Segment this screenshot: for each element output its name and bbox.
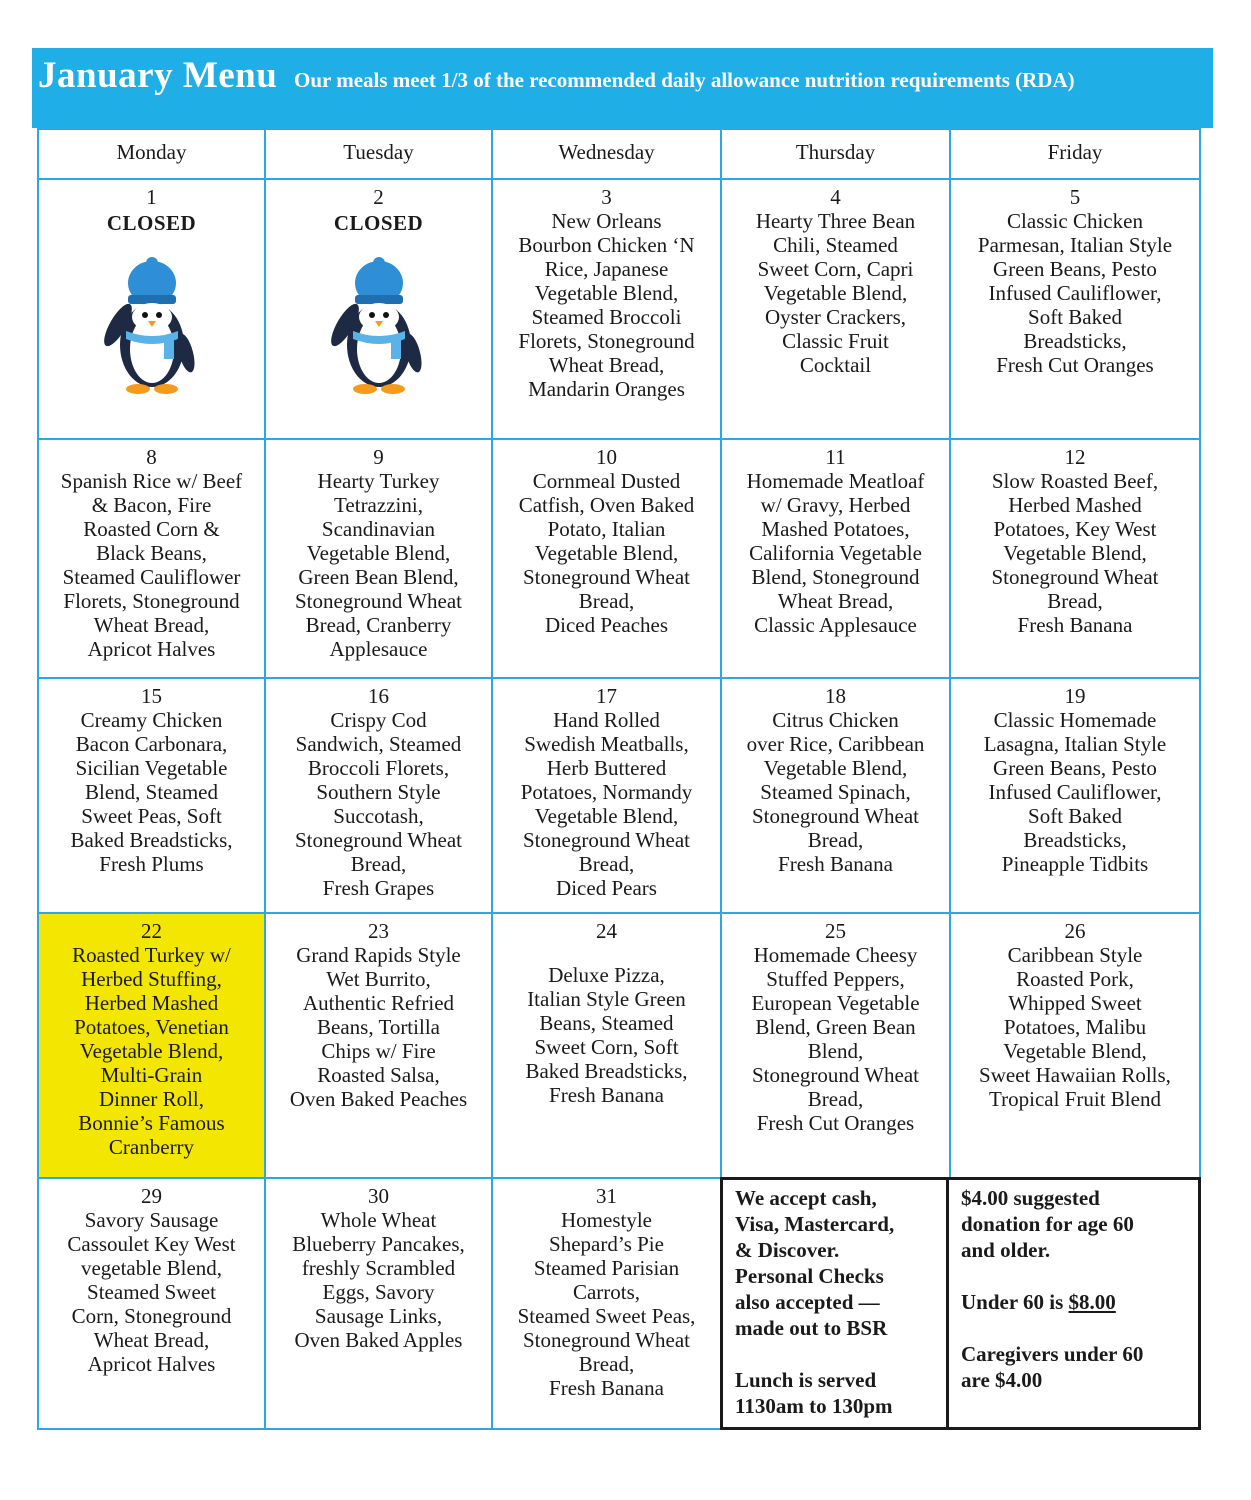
menu-items: Hearty Three Bean Chili, Steamed Sweet Corn, Capri Vegetable Blend, Oyster Crackers, Classic Fruit Cocktail: [755, 209, 916, 377]
closed-label: CLOSED: [106, 211, 197, 235]
menu-items: Whole Wheat Blueberry Pancakes, freshly Scrambled Eggs, Savory Sausage Links, Oven Baked Apples: [292, 1208, 465, 1352]
day-cell-4: [720, 178, 949, 438]
menu-calendar: [37, 128, 1201, 1430]
day-cell-29: [37, 1177, 264, 1430]
menu-items: Caribbean Style Roasted Pork, Whipped Sweet Potatoes, Malibu Vegetable Blend, Sweet Hawaiian Rolls, Tropical Fruit Blend: [979, 943, 1171, 1111]
day-cell-15: [37, 677, 264, 912]
date-number: 12: [1064, 445, 1086, 469]
date-number: 1: [146, 185, 157, 209]
day-header-wednesday: Wednesday: [491, 128, 720, 178]
day-cell-8: [37, 438, 264, 677]
date-number: 3: [601, 185, 612, 209]
day-cell-1: [37, 178, 264, 438]
menu-items: Homemade Cheesy Stuffed Peppers, European Vegetable Blend, Green Bean Blend, Stoneground Wheat Bread, Fresh Cut Oranges: [751, 943, 920, 1135]
page-title: January Menu: [38, 55, 278, 96]
day-cell-25: [720, 912, 949, 1177]
day-header-thursday: Thursday: [720, 128, 949, 178]
closed-label: CLOSED: [333, 211, 424, 235]
menu-items: New Orleans Bourbon Chicken ‘N Rice, Japanese Vegetable Blend, Steamed Broccoli Florets, Stoneground Wheat Bread, Mandarin Oranges: [518, 209, 695, 401]
day-header-monday: Monday: [37, 128, 264, 178]
date-number: 4: [830, 185, 841, 209]
day-cell-19: [949, 677, 1201, 912]
day-cell-31: [491, 1177, 720, 1430]
date-number: 30: [368, 1184, 389, 1208]
menu-items: Deluxe Pizza, Italian Style Green Beans, Steamed Sweet Corn, Soft Baked Breadsticks, Fresh Banana: [525, 963, 688, 1107]
menu-items: Slow Roasted Beef, Herbed Mashed Potatoes, Key West Vegetable Blend, Stoneground Wheat Bread, Fresh Banana: [991, 469, 1159, 637]
date-number: 15: [141, 684, 162, 708]
day-cell-3: [491, 178, 720, 438]
date-number: 23: [368, 919, 389, 943]
menu-items: Cornmeal Dusted Catfish, Oven Baked Potato, Italian Vegetable Blend, Stoneground Wheat Bread, Diced Peaches: [518, 469, 695, 637]
caregivers-price: Caregivers under 60 are $4.00: [961, 1342, 1144, 1392]
menu-items: Homemade Meatloaf w/ Gravy, Herbed Mashed Potatoes, California Vegetable Blend, Stoneground Wheat Bread, Classic Applesauce: [746, 469, 925, 637]
day-cell-30: [264, 1177, 491, 1430]
day-cell-2: [264, 178, 491, 438]
date-number: 26: [1064, 919, 1086, 943]
day-header-friday: Friday: [949, 128, 1201, 178]
day-cell-11: [720, 438, 949, 677]
date-number: 31: [596, 1184, 617, 1208]
date-number: 22: [141, 919, 162, 943]
day-cell-18: [720, 677, 949, 912]
menu-items: Classic Chicken Parmesan, Italian Style Green Beans, Pesto Infused Cauliflower, Soft Baked Breadsticks, Fresh Cut Oranges: [977, 209, 1173, 377]
penguin-icon: [331, 257, 427, 397]
day-cell-5: [949, 178, 1201, 438]
date-number: 18: [825, 684, 846, 708]
menu-items: Citrus Chicken over Rice, Caribbean Vegetable Blend, Steamed Spinach, Stoneground Wheat Bread, Fresh Banana: [746, 708, 925, 876]
date-number: 24: [596, 919, 617, 943]
menu-items: Roasted Turkey w/ Herbed Stuffing, Herbed Mashed Potatoes, Venetian Vegetable Blend, Multi-Grain Dinner Roll, Bonnie’s Famous Cranberry: [72, 943, 231, 1159]
penguin-icon: [104, 257, 200, 397]
menu-items: Grand Rapids Style Wet Burrito, Authentic Refried Beans, Tortilla Chips w/ Fire Roasted Salsa, Oven Baked Peaches: [289, 943, 468, 1111]
date-number: 29: [141, 1184, 162, 1208]
menu-items: Creamy Chicken Bacon Carbonara, Sicilian Vegetable Blend, Steamed Sweet Peas, Soft Baked Breadsticks, Fresh Plums: [70, 708, 233, 876]
date-number: 8: [146, 445, 157, 469]
date-number: 5: [1069, 185, 1081, 209]
menu-items: Savory Sausage Cassoulet Key West vegetable Blend, Steamed Sweet Corn, Stoneground Wheat Bread, Apricot Halves: [67, 1208, 236, 1376]
date-number: 19: [1064, 684, 1086, 708]
menu-items: Hearty Turkey Tetrazzini, Scandinavian Vegetable Blend, Green Bean Blend, Stoneground Wheat Bread, Cranberry Applesauce: [295, 469, 462, 661]
day-cell-12: [949, 438, 1201, 677]
under60-price: $8.00: [1068, 1290, 1116, 1314]
day-cell-10: [491, 438, 720, 677]
date-number: 11: [825, 445, 846, 469]
date-number: 9: [373, 445, 384, 469]
payment-info-box: We accept cash, Visa, Mastercard, & Discover. Personal Checks also accepted — made out to BSR Lunch is served 1130am to 130pm: [720, 1177, 949, 1430]
day-cell-24: [491, 912, 720, 1177]
under60-label: Under 60 is: [961, 1290, 1069, 1314]
header-banner: [32, 48, 1213, 128]
date-number: 25: [825, 919, 846, 943]
day-cell-26: [949, 912, 1201, 1177]
day-cell-17: [491, 677, 720, 912]
menu-items: Spanish Rice w/ Beef & Bacon, Fire Roasted Corn & Black Beans, Steamed Cauliflower Florets, Stoneground Wheat Bread, Apricot Halves: [60, 469, 243, 661]
date-number: 10: [596, 445, 617, 469]
date-number: 16: [368, 684, 389, 708]
donation-info-box: [949, 1177, 1201, 1430]
menu-items: Homestyle Shepard’s Pie Steamed Parisian Carrots, Steamed Sweet Peas, Stoneground Wheat Bread, Fresh Banana: [517, 1208, 696, 1400]
date-number: 2: [373, 185, 384, 209]
page-subtitle: Our meals meet 1/3 of the recommended daily allowance nutrition requirements (RDA): [294, 68, 1075, 92]
menu-items: Classic Homemade Lasagna, Italian Style Green Beans, Pesto Infused Cauliflower, Soft Baked Breadsticks, Pineapple Tidbits: [983, 708, 1167, 876]
date-number: 17: [596, 684, 617, 708]
day-cell-9: [264, 438, 491, 677]
day-cell-23: [264, 912, 491, 1177]
menu-items: Crispy Cod Sandwich, Steamed Broccoli Florets, Southern Style Succotash, Stoneground Wheat Bread, Fresh Grapes: [295, 708, 462, 900]
day-cell-16: [264, 677, 491, 912]
menu-items: Hand Rolled Swedish Meatballs, Herb Buttered Potatoes, Normandy Vegetable Blend, Stoneground Wheat Bread, Diced Pears: [520, 708, 693, 900]
day-cell-22-highlighted: [37, 912, 264, 1177]
day-header-tuesday: Tuesday: [264, 128, 491, 178]
donation-suggested: $4.00 suggested donation for age 60 and older.: [961, 1186, 1134, 1262]
